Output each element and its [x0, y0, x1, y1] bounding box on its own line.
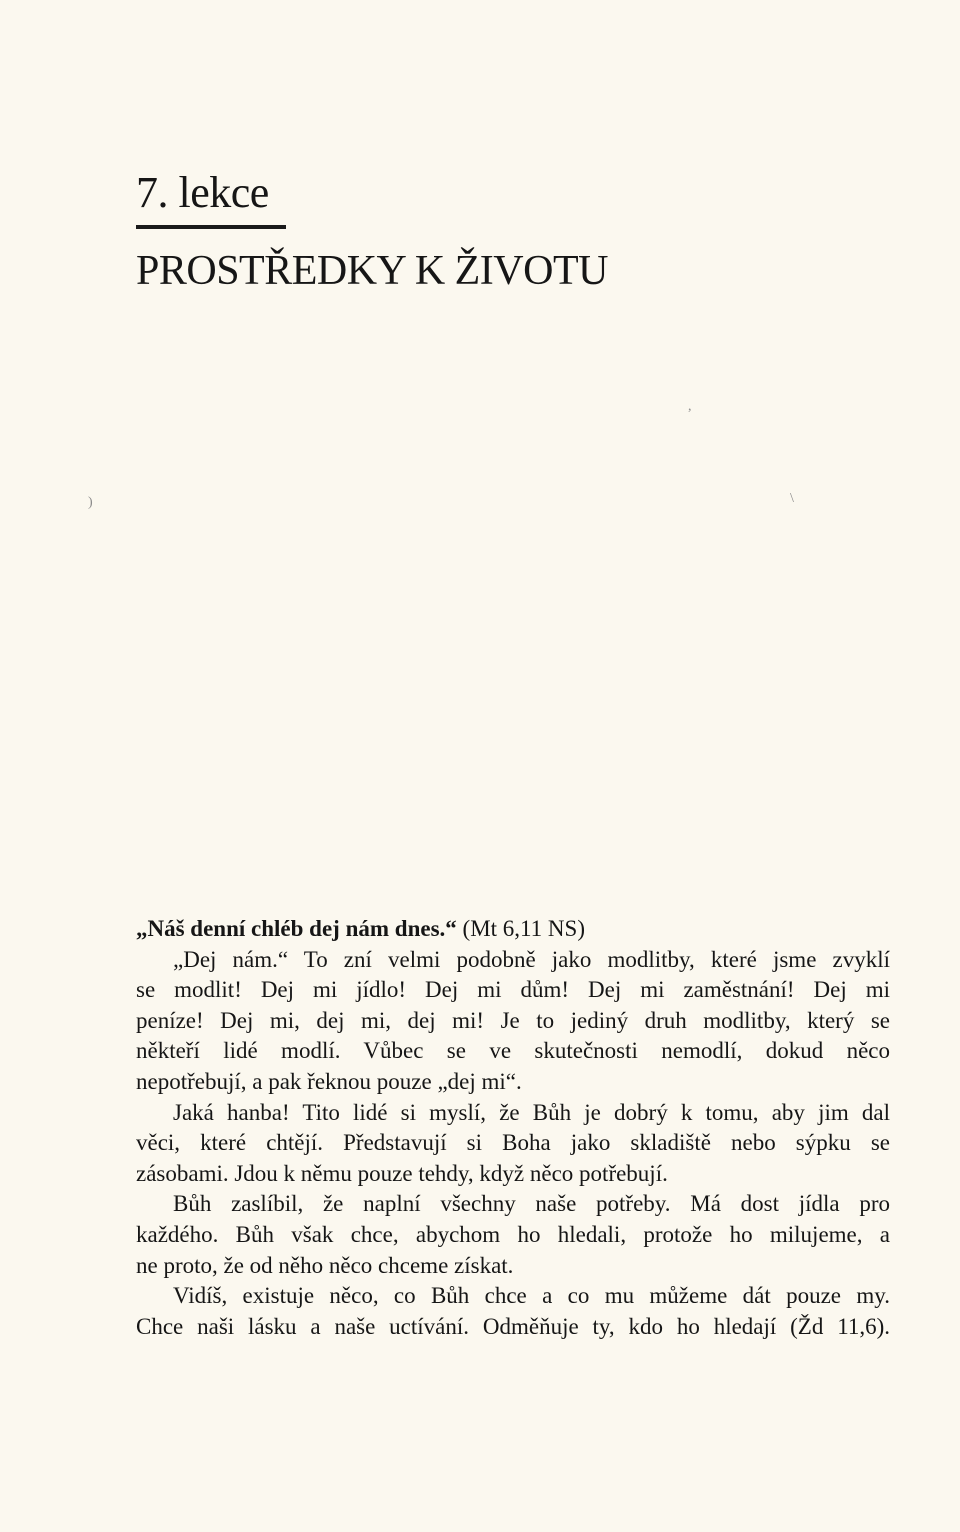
- paragraph-line: Jaká hanba! Tito lidé si myslí, že Bůh je dobrý k tomu, aby jim dal: [173, 1099, 890, 1125]
- paragraph-line: peníze! Dej mi, dej mi, dej mi! Je to jediný druh modlitby, který se: [136, 1007, 890, 1033]
- paragraph-line: Bůh zaslíbil, že naplní všechny naše potřeby. Má dost jídla pro: [173, 1191, 890, 1217]
- verse-quote: „Náš denní chléb dej nám dnes.“: [136, 916, 457, 941]
- paragraph-line: věci, které chtějí. Představují si Boha jako skladiště nebo sýpku se: [136, 1130, 890, 1156]
- scan-speck: ): [88, 495, 93, 510]
- verse-reference: (Mt 6,11 NS): [456, 916, 585, 941]
- paragraph-line: nepotřebují, a pak řeknou pouze „dej mi“.: [136, 1068, 522, 1094]
- verse-line: [136, 914, 890, 945]
- lesson-title: PROSTŘEDKY K ŽIVOTU: [136, 248, 608, 294]
- lesson-number: 7. lekce: [136, 168, 269, 217]
- lesson-body: [136, 914, 890, 1342]
- paragraph-line: zásobami. Jdou k němu pouze tehdy, když něco potřebují.: [136, 1160, 668, 1186]
- paragraph-line: někteří lidé modlí. Vůbec se ve skutečnosti nemodlí, dokud něco: [136, 1038, 890, 1064]
- paragraph-line: Chce naši lásku a naše uctívání. Odměňuje ty, kdo ho hledají (Žd 11,6).: [136, 1313, 890, 1339]
- paragraph-line: Vidíš, existuje něco, co Bůh chce a co mu můžeme dát pouze my.: [173, 1283, 890, 1309]
- title-underline: [136, 225, 286, 229]
- paragraph-line: každého. Bůh však chce, abychom ho hledali, protože ho milujeme, a: [136, 1221, 890, 1247]
- paragraph-line: se modlit! Dej mi jídlo! Dej mi dům! Dej mi zaměstnání! Dej mi: [136, 977, 890, 1003]
- scan-speck: \: [790, 491, 794, 506]
- paragraph-line: „Dej nám.“ To zní velmi podobně jako modlitby, které jsme zvyklí: [173, 946, 890, 972]
- paragraph-line: ne proto, že od něho něco chceme získat.: [136, 1252, 514, 1278]
- scan-speck: ,: [688, 399, 692, 414]
